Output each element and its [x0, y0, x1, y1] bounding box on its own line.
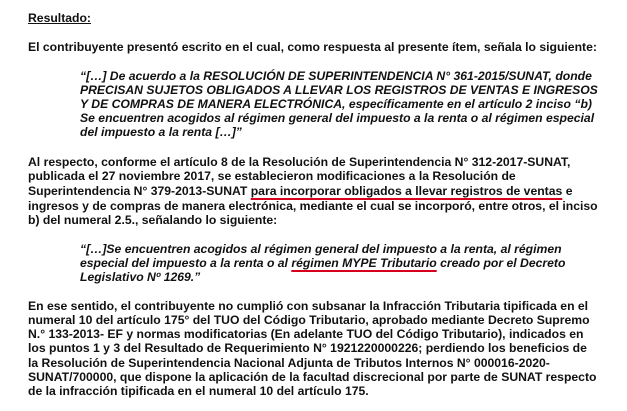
paragraph-2-line [28, 184, 572, 199]
paragraph-3-line: la Resolución de Superintendencia Nacional Adjunta de Tributos Internos N° 000016-2020- [28, 356, 550, 370]
quote-2-text: especial del impuesto a la renta o al [80, 256, 292, 270]
highlighted-phrase: régimen MYPE Tributario [291, 256, 437, 270]
quote-1-line: “[…] De acuerdo a la RESOLUCIÓN DE SUPERINTENDENCIA N° 361-2015/SUNAT, donde [80, 69, 592, 83]
paragraph-3-line: los puntos 1 y 3 del Resultado de Requerimiento N° 1921220000226; perdiendo los beneficios de [28, 341, 587, 355]
paragraph-2-text: Superintendencia N° 379-2013-SUNAT [28, 184, 251, 198]
paragraph-2-line: ingresos y de compras de manera electrónica, mediante el cual se incorporó, entre otros, el inciso [28, 199, 598, 213]
quote-1-line: Se encuentren acogidos al régimen general del impuesto a la renta o al régimen especial [80, 111, 595, 125]
quote-2-text: creado por el Decreto [436, 256, 566, 270]
paragraph-2-text: e [562, 184, 573, 198]
quote-2-line: “[…]Se encuentren acogidos al régimen general del impuesto a la renta, al régimen [80, 242, 562, 256]
highlighted-phrase: para incorporar obligados a llevar registros de ventas [250, 184, 563, 198]
paragraph-3-line: numeral 10 del artículo 175° del TUO del Código Tributario, aprobado mediante Decreto Supremo [28, 313, 590, 327]
quote-2-line [80, 256, 565, 271]
quote-1-line: Y DE COMPRAS DE MANERA ELECTRÓNICA, específicamente en el artículo 2 inciso “b) [80, 97, 592, 111]
intro-paragraph: El contribuyente presentó escrito en el cual, como respuesta al presente ítem, señala lo siguiente: [28, 40, 597, 54]
paragraph-3-line: SUNAT/700000, que dispone la aplicación de la facultad discrecional por parte de SUNAT respecto [28, 370, 597, 384]
quote-1-line: del impuesto a la renta […]” [80, 125, 242, 139]
paragraph-2-line: Al respecto, conforme el artículo 8 de la Resolución de Superintendencia N° 312-2017-SUNAT, [28, 155, 571, 169]
quote-2-line: Legislativo Nº 1269.” [80, 270, 201, 284]
paragraph-3-line: N.° 133-2013- EF y normas modificatorias (En adelante TUO del Código Tributario), indicados en [28, 327, 584, 341]
paragraph-2-line: publicada el 27 noviembre 2017, se establecieron modificaciones a la Resolución de [28, 169, 516, 183]
heading: Resultado: [28, 11, 91, 25]
paragraph-2-line: b) del numeral 2.5., señalando lo siguiente: [28, 213, 278, 227]
paragraph-3-line: de la infracción tipificada en el numeral 10 del artículo 175. [28, 384, 369, 398]
quote-1-line: PRECISAN SUJETOS OBLIGADOS A LLEVAR LOS REGISTROS DE VENTAS E INGRESOS [80, 83, 598, 97]
paragraph-3-line: En ese sentido, el contribuyente no cumplió con subsanar la Infracción Tributaria tipificada en el [28, 299, 589, 313]
